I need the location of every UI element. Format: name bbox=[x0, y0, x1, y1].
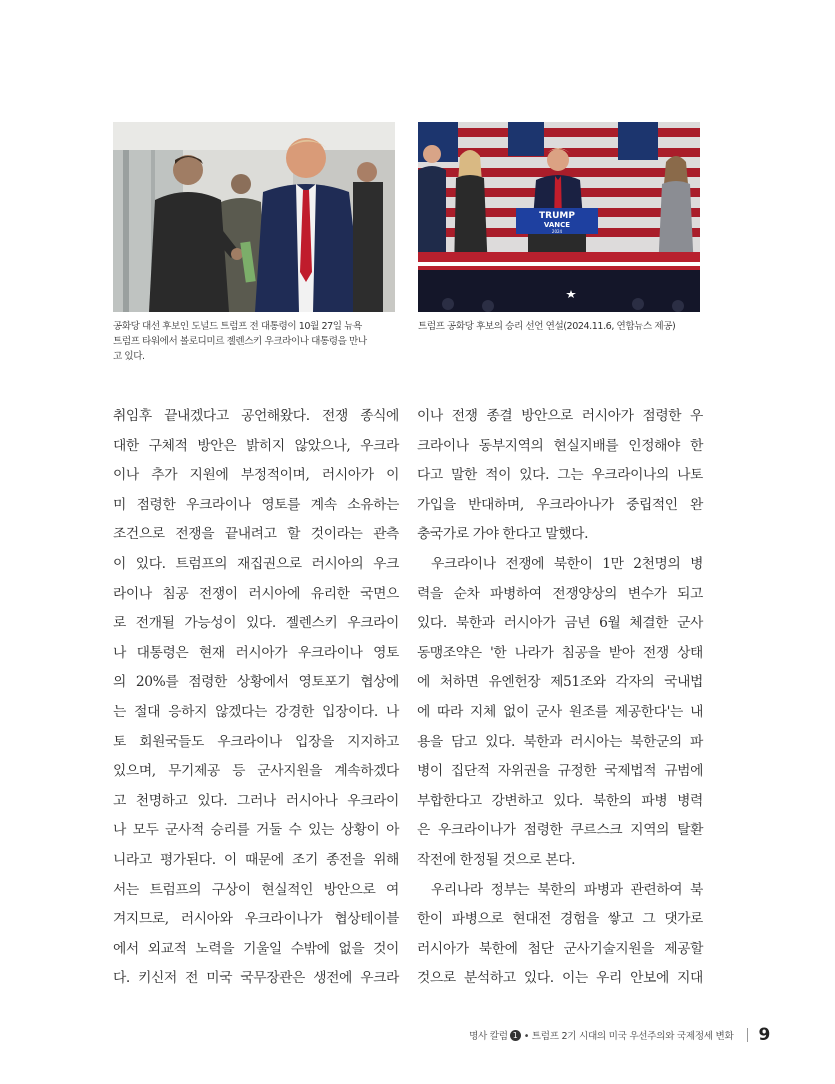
photo-victory-speech bbox=[418, 122, 700, 312]
caption-left bbox=[113, 319, 401, 364]
body-line: 작전에 한정될 것으로 본다. bbox=[417, 851, 576, 868]
body-line: 이 있다. 트럼프의 재집권으로 러시아의 우크 bbox=[113, 555, 399, 572]
body-line: 에서 외교적 노력을 기울일 수밖에 없을 것이 bbox=[113, 940, 399, 957]
body-line: 충국가로 가야 한다고 말했다. bbox=[417, 526, 589, 543]
body-line: 력을 순차 파병하여 전쟁양상의 변수가 되고 bbox=[417, 585, 703, 602]
body-line: 이나 전쟁 종결 방안으로 러시아가 점령한 우 bbox=[417, 408, 703, 424]
photo-trump-zelensky bbox=[113, 122, 395, 312]
body-line: 병이 집단적 자위권을 규정한 국제법적 규범에 bbox=[417, 763, 703, 780]
page-footer bbox=[469, 1025, 770, 1045]
body-line: 대한 구체적 방안은 밝히지 않았으나, 우크라 bbox=[113, 437, 399, 454]
body-line: 있다. 북한과 러시아가 금년 6월 체결한 군사 bbox=[417, 615, 703, 632]
body-line: 겨지므로, 러시아와 우크라이나가 협상테이블 bbox=[113, 911, 399, 928]
body-line: 에 처하면 유엔헌장 제51조와 각자의 국내법 bbox=[417, 674, 703, 691]
body-line: 고 천명하고 있다. 그러나 러시아나 우크라이 bbox=[113, 792, 399, 809]
body-line: 우리나라 정부는 북한의 파병과 관련하여 북 bbox=[431, 881, 703, 898]
body-line: 것으로 분석하고 있다. 이는 우리 안보에 지대 bbox=[417, 970, 703, 987]
body-line: 용을 담고 있다. 북한과 러시아는 북한군의 파 bbox=[417, 733, 703, 750]
caption-left-line: 공화당 대선 후보인 도널드 트럼프 전 대통령이 10월 27일 뉴욕 bbox=[113, 321, 362, 332]
body-line: 있으며, 무기제공 등 군사지원을 계속하겠다 bbox=[113, 763, 399, 780]
body-line: 다고 말한 적이 있다. 그는 우크라이나의 나토 bbox=[417, 467, 703, 484]
body-line: 조건으로 전쟁을 끝내려고 할 것이라는 관측 bbox=[113, 526, 399, 543]
body-line: 의 20%를 점령한 상황에서 영토포기 협상에 bbox=[113, 674, 399, 691]
body-line: 는 절대 응하지 않겠다는 강경한 입장이다. 나 bbox=[113, 703, 399, 720]
body-line: 미 점령한 우크라이나 영토를 계속 소유하는 bbox=[113, 496, 399, 513]
body-line: 러시아가 북한에 첨단 군사기술지원을 제공할 bbox=[417, 940, 703, 957]
footer-prefix: 명사 칼럼 bbox=[469, 1031, 508, 1042]
footer-number-badge: 1 bbox=[510, 1030, 521, 1041]
caption-left-line: 트럼프 타워에서 볼로디미르 젤렌스키 우크라이나 대통령을 만나 bbox=[113, 336, 367, 347]
body-line: 로 전개될 가능성이 있다. 젤렌스키 우크라이 bbox=[113, 615, 399, 632]
page-number: 9 bbox=[758, 1025, 770, 1045]
body-line: 이나 추가 지원에 부정적이며, 러시아가 이 bbox=[113, 467, 399, 484]
body-line: 나 모두 군사적 승리를 거둘 수 있는 상황이 아 bbox=[113, 822, 399, 839]
body-line: 다. 키신저 전 미국 국무장관은 생전에 우크라 bbox=[113, 970, 399, 987]
body-line: 우크라이나 전쟁에 북한이 1만 2천명의 병 bbox=[431, 555, 703, 572]
body-line: 동맹조약은 '한 나라가 침공을 받아 전쟁 상태 bbox=[417, 644, 703, 661]
body-line: 은 우크라이나가 점령한 쿠르스크 지역의 탈환 bbox=[417, 822, 703, 839]
body-line: 크라이나 동부지역의 현실지배를 인정해야 한 bbox=[417, 437, 703, 454]
body-column-left bbox=[113, 402, 399, 994]
podium-sign-line2: VANCE bbox=[543, 221, 571, 229]
body-column-right bbox=[417, 402, 703, 994]
body-line: 니라고 평가된다. 이 때문에 조기 종전을 위해 bbox=[113, 851, 399, 868]
body-line: 나 대통령은 현재 러시아가 우크라이나 영토 bbox=[113, 644, 399, 661]
body-line: 가입을 반대하며, 우크라아나가 중립적인 완 bbox=[417, 496, 703, 513]
body-line: 토 회원국들도 우크라이나 입장을 지지하고 bbox=[113, 733, 399, 750]
body-line: 서는 트럼프의 구상이 현실적인 방안으로 여 bbox=[113, 881, 399, 898]
footer-divider bbox=[747, 1028, 748, 1042]
caption-right-line: 트럼프 공화당 후보의 승리 선언 연설(2024.11.6, 연합뉴스 제공) bbox=[418, 321, 676, 332]
podium-sign-line1: TRUMP bbox=[539, 211, 575, 221]
body-line: 부합한다고 강변하고 있다. 북한의 파병 병력 bbox=[417, 792, 703, 809]
caption-right bbox=[418, 319, 718, 334]
body-line: 한이 파병으로 현대전 경험을 쌓고 그 댓가로 bbox=[417, 911, 703, 928]
podium-sign-line3: 2024 bbox=[551, 229, 563, 234]
body-line: 에 따라 지체 없이 군사 원조를 제공한다'는 내 bbox=[417, 703, 703, 720]
caption-left-line: 고 있다. bbox=[113, 351, 145, 362]
body-line: 라이나 침공 전쟁이 러시아에 유리한 국면으 bbox=[113, 585, 399, 602]
body-line: 취임후 끝내겠다고 공언해왔다. 전쟁 종식에 bbox=[113, 408, 399, 424]
footer-title: • 트럼프 2기 시대의 미국 우선주의와 국제정세 변화 bbox=[523, 1031, 734, 1042]
